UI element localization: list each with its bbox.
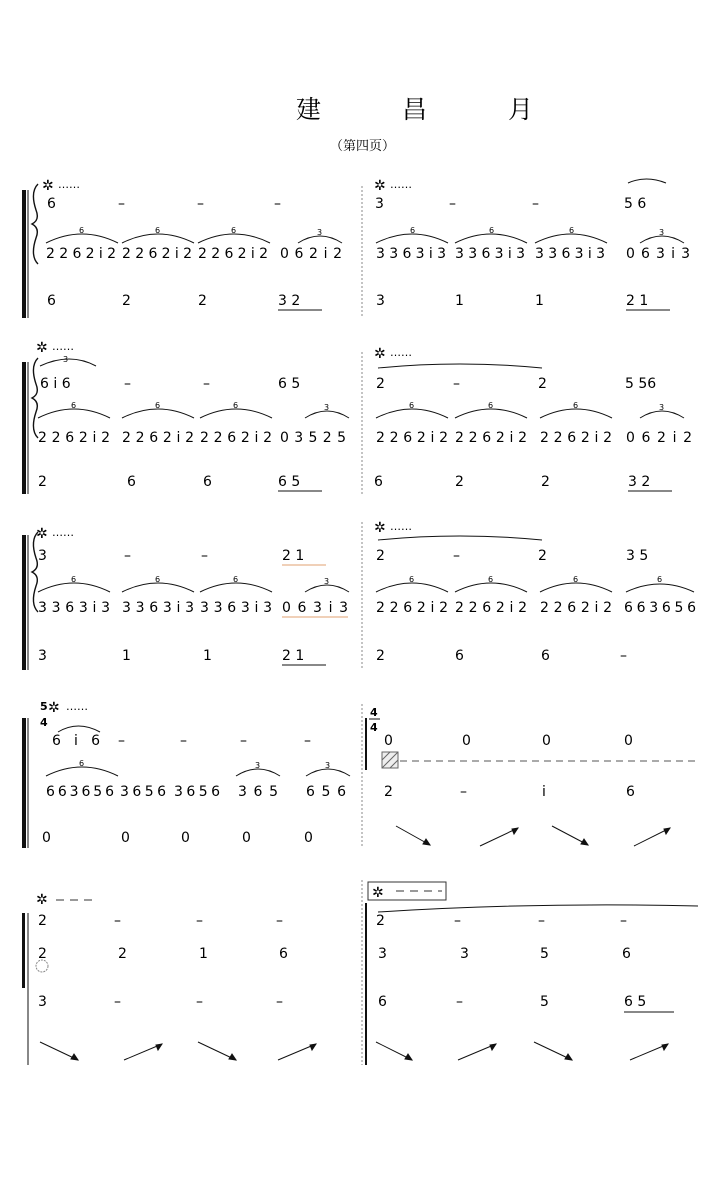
bass-note: 2 <box>455 474 464 490</box>
tuplet-arc <box>455 583 527 592</box>
tuplet-arc <box>305 585 349 592</box>
accompaniment-group: 2262i2 <box>540 600 612 616</box>
bass-note: 1 <box>535 293 544 309</box>
bass-note: 1 <box>122 648 131 664</box>
bass-note: 3 <box>38 648 47 664</box>
tuplet-number: 6 <box>569 226 575 235</box>
melody-note: 2 1 <box>282 548 305 564</box>
accompaniment-group: 3 <box>378 946 387 962</box>
accompaniment-group: 3656 <box>120 784 166 800</box>
accompaniment-group: 062i2 <box>280 246 342 262</box>
tuplet-number: 3 <box>324 577 330 586</box>
melody-note: – <box>114 913 121 929</box>
bass-note: 0 <box>121 830 130 846</box>
trill-dots: …… <box>52 526 74 539</box>
melody-note: – <box>124 548 131 564</box>
tuplet-arc <box>200 583 272 592</box>
tuplet-number: 3 <box>63 355 69 364</box>
tuplet-arc <box>376 234 448 243</box>
accompaniment-group: 6 <box>622 946 631 962</box>
melody-note: – <box>197 196 204 212</box>
accompaniment-group: 3363i3 <box>455 246 525 262</box>
melody-note: 0 <box>384 733 393 749</box>
arrow-up-right-icon <box>634 828 670 846</box>
melody-note: 5 6 <box>624 196 647 212</box>
trill-dots: …… <box>390 178 412 191</box>
melody-note: – <box>620 913 627 929</box>
tuplet-number: 6 <box>573 401 579 410</box>
tuplet-arc <box>46 234 118 243</box>
page-label: （第四页） <box>330 139 396 154</box>
tuplet-number: 6 <box>409 401 415 410</box>
trill-mark: ✲ <box>36 526 48 542</box>
accompaniment-group: 2262i2 <box>198 246 268 262</box>
accompaniment-group: 3363i3 <box>376 246 446 262</box>
tuplet-number: 3 <box>325 761 331 770</box>
melody-note: 3 <box>38 548 47 564</box>
accompaniment-group: 6 <box>626 784 635 800</box>
rehearsal-mark: 5 <box>40 700 48 713</box>
melody-note: 3 <box>375 196 384 212</box>
tuplet-number: 3 <box>659 403 665 412</box>
bass-note: – <box>276 994 283 1010</box>
bass-note: 0 <box>242 830 251 846</box>
bass-note: – <box>456 994 463 1010</box>
accompaniment-group: 2262i2 <box>122 430 194 446</box>
accompaniment-group: 2262i2 <box>46 246 116 262</box>
melody-note: 2 <box>538 548 547 564</box>
arrow-up-right-icon <box>278 1044 316 1060</box>
melody-note: 2 <box>376 913 385 929</box>
melody-note: 0 <box>542 733 551 749</box>
bass-note: 0 <box>304 830 313 846</box>
brace <box>32 184 38 264</box>
trill-mark: ✲ <box>372 885 384 901</box>
bass-note: 1 <box>203 648 212 664</box>
tuplet-number: 6 <box>409 575 415 584</box>
accompaniment-group: 3363i3 <box>535 246 605 262</box>
tuplet-arc <box>306 769 350 776</box>
accompaniment-group: 063i3 <box>282 600 348 616</box>
bass-note: 2 <box>38 474 47 490</box>
accompaniment-group: 3656 <box>174 784 220 800</box>
melody-note: – <box>538 913 545 929</box>
tuplet-number: 3 <box>324 403 330 412</box>
bass-note: – <box>620 648 627 664</box>
bass-note: 6 <box>541 648 550 664</box>
bass-note: 0 <box>42 830 51 846</box>
system-bracket <box>365 903 367 1065</box>
melody-note: 2 <box>538 376 547 392</box>
trill-mark: ✲ <box>374 178 386 194</box>
melody-note: – <box>532 196 539 212</box>
tuplet-arc <box>455 234 527 243</box>
accompaniment-group: 2262i2 <box>376 600 448 616</box>
melody-note: – <box>454 913 461 929</box>
arrow-down-right-icon <box>552 826 588 845</box>
melody-note: – <box>453 548 460 564</box>
tuplet-number: 6 <box>233 575 239 584</box>
trill-dots: …… <box>66 700 88 713</box>
bass-note: 6 5 <box>624 994 647 1010</box>
melody-note: – <box>118 196 125 212</box>
arrow-down-right-icon <box>534 1042 572 1060</box>
tuplet-number: 6 <box>657 575 663 584</box>
tuplet-number: 6 <box>489 226 495 235</box>
system-bracket <box>22 535 26 670</box>
tuplet-number: 6 <box>71 401 77 410</box>
tuplet-arc <box>540 583 612 592</box>
trill-dots: …… <box>58 178 80 191</box>
melody-note: – <box>118 733 125 749</box>
accompaniment-group: 2262i2 <box>122 246 192 262</box>
tuplet-number: 6 <box>233 401 239 410</box>
slur <box>628 179 666 183</box>
bass-note: 2 <box>376 648 385 664</box>
melody-note: 6 <box>47 196 56 212</box>
tuplet-number: 6 <box>231 226 237 235</box>
arrow-up-right-icon <box>458 1044 496 1060</box>
system-3 <box>22 520 696 670</box>
melody-note: 0 <box>462 733 471 749</box>
tuplet-number: 6 <box>488 575 494 584</box>
tuplet-number: 6 <box>79 226 85 235</box>
accompaniment-group: 1 <box>199 946 208 962</box>
tie <box>378 364 542 368</box>
time-sig-bottom: 4 <box>370 721 378 734</box>
melody-note: – <box>201 548 208 564</box>
tuplet-arc <box>38 409 110 418</box>
accompaniment-group: 2262i2 <box>540 430 612 446</box>
bass-note: 6 <box>455 648 464 664</box>
melody-note: 5 56 <box>625 376 657 392</box>
bass-note: 6 <box>378 994 387 1010</box>
melody-note: – <box>449 196 456 212</box>
trill-mark: ✲ <box>374 520 386 536</box>
bass-note: 2 <box>122 293 131 309</box>
trill-mark: ✲ <box>42 178 54 194</box>
arrow-up-right-icon <box>480 828 518 846</box>
melody-note: – <box>124 376 131 392</box>
tuplet-arc <box>122 583 194 592</box>
melody-note: 2 <box>38 913 47 929</box>
melody-note: 3 5 <box>626 548 649 564</box>
tuplet-arc <box>198 234 270 243</box>
bass-note: – <box>196 994 203 1010</box>
tuplet-arc <box>376 583 448 592</box>
tuplet-arc <box>626 584 694 592</box>
tuplet-arc <box>122 234 194 243</box>
bass-note: 3 2 <box>278 293 301 309</box>
tuplet-arc <box>298 236 342 243</box>
tuplet-arc <box>305 411 349 418</box>
melody-note: – <box>196 913 203 929</box>
melody-note: – <box>276 913 283 929</box>
accompaniment-group: 2 <box>38 946 47 962</box>
accompaniment-group: 2262i2 <box>200 430 272 446</box>
melody-note: 6 i 6 <box>40 376 71 392</box>
tuplet-arc <box>535 234 607 243</box>
tuplet-number: 6 <box>155 401 161 410</box>
accompaniment-group: 2262i2 <box>455 430 527 446</box>
melody-note: 6 i 6 <box>52 733 100 749</box>
trill-dots: …… <box>390 346 412 359</box>
tuplet-number: 6 <box>410 226 416 235</box>
tuplet-number: 3 <box>317 228 323 237</box>
melody-note: – <box>203 376 210 392</box>
system-bracket <box>22 190 26 318</box>
tuplet-arc <box>46 767 118 776</box>
tuplet-arc <box>376 409 448 418</box>
tuplet-arc <box>540 409 612 418</box>
melody-note: 0 <box>624 733 633 749</box>
accompaniment-group: 2 <box>384 784 393 800</box>
melody-note: – <box>304 733 311 749</box>
arrow-up-right-icon <box>630 1044 668 1060</box>
accompaniment-group: 063i3 <box>626 246 690 262</box>
bass-note: 6 5 <box>278 474 301 490</box>
meter-mark: 4 <box>40 716 48 729</box>
system-bracket <box>22 913 25 988</box>
melody-note: – <box>240 733 247 749</box>
bass-note: 6 <box>47 293 56 309</box>
accompaniment-group: – <box>460 784 467 800</box>
accompaniment-group: 2262i2 <box>455 600 527 616</box>
accompaniment-group: 3363i3 <box>122 600 194 616</box>
accompaniment-group: 656 <box>306 784 346 800</box>
accompaniment-group: 3 <box>460 946 469 962</box>
tuplet-number: 6 <box>155 226 161 235</box>
slur <box>58 726 100 732</box>
bass-note: – <box>114 994 121 1010</box>
bass-note: 2 1 <box>626 293 649 309</box>
melody-note: 6 5 <box>278 376 301 392</box>
accompaniment-group: 3363i3 <box>38 600 110 616</box>
tuplet-number: 3 <box>255 761 261 770</box>
accompaniment-group: 663656 <box>46 784 114 800</box>
system-4 <box>22 700 700 848</box>
bass-note: 6 <box>374 474 383 490</box>
accompaniment-group: 663656 <box>624 600 696 616</box>
tuplet-arc <box>640 411 684 418</box>
system-bracket <box>22 362 26 494</box>
system-1 <box>22 178 690 318</box>
accompaniment-group: 2262i2 <box>38 430 110 446</box>
system-bracket <box>365 718 367 770</box>
bass-note: 0 <box>181 830 190 846</box>
system-2 <box>22 340 692 494</box>
tuplet-number: 3 <box>659 228 665 237</box>
arrow-down-right-icon <box>376 1042 412 1060</box>
melody-note: – <box>274 196 281 212</box>
trill-mark: ✲ <box>36 340 48 356</box>
melody-note: – <box>453 376 460 392</box>
arrow-down-right-icon <box>396 826 430 845</box>
tuplet-arc <box>640 236 684 243</box>
arrow-down-right-icon <box>198 1042 236 1060</box>
system-5 <box>22 880 698 1065</box>
tuplet-number: 6 <box>71 575 77 584</box>
tie <box>378 905 698 912</box>
trill-mark: ✲ <box>48 700 60 716</box>
melody-note: – <box>180 733 187 749</box>
trill-mark: ✲ <box>36 892 48 908</box>
song-title: 建 昌 月 <box>296 95 562 124</box>
brace <box>32 358 38 438</box>
accompaniment-group: 2 <box>118 946 127 962</box>
accompaniment-group: 03525 <box>280 430 346 446</box>
accompaniment-group: i <box>542 784 546 800</box>
accompaniment-group: 5 <box>540 946 549 962</box>
melody-note: 2 <box>376 548 385 564</box>
time-sig-top: 4 <box>370 706 378 719</box>
tuplet-arc <box>38 583 110 592</box>
accompaniment-group: 2262i2 <box>376 430 448 446</box>
bass-note: 2 1 <box>282 648 305 664</box>
trill-mark: ✲ <box>374 346 386 362</box>
bass-note: 5 <box>540 994 549 1010</box>
trill-dots: …… <box>52 340 74 353</box>
tuplet-number: 6 <box>573 575 579 584</box>
bass-note: 1 <box>455 293 464 309</box>
melody-note: 2 <box>376 376 385 392</box>
tie <box>378 536 542 540</box>
trill-dots: …… <box>390 520 412 533</box>
bass-note: 6 <box>203 474 212 490</box>
arrow-down-right-icon <box>40 1042 78 1060</box>
bass-note: 3 <box>38 994 47 1010</box>
tuplet-arc <box>236 769 280 776</box>
tuplet-number: 6 <box>155 575 161 584</box>
tuplet-number: 6 <box>79 759 85 768</box>
system-bracket <box>22 718 26 848</box>
tuplet-arc <box>200 409 272 418</box>
bass-note: 6 <box>127 474 136 490</box>
tuplet-arc <box>455 409 527 418</box>
bass-note: 2 <box>198 293 207 309</box>
accompaniment-group: 6 <box>279 946 288 962</box>
bass-note: 2 <box>541 474 550 490</box>
tuplet-arc <box>122 409 194 418</box>
tuplet-number: 6 <box>488 401 494 410</box>
accompaniment-group: 365 <box>238 784 278 800</box>
accompaniment-group: 062i2 <box>626 430 692 446</box>
bass-note: 3 <box>376 293 385 309</box>
bass-note: 3 2 <box>628 474 651 490</box>
arrow-up-right-icon <box>124 1044 162 1060</box>
accompaniment-group: 3363i3 <box>200 600 272 616</box>
